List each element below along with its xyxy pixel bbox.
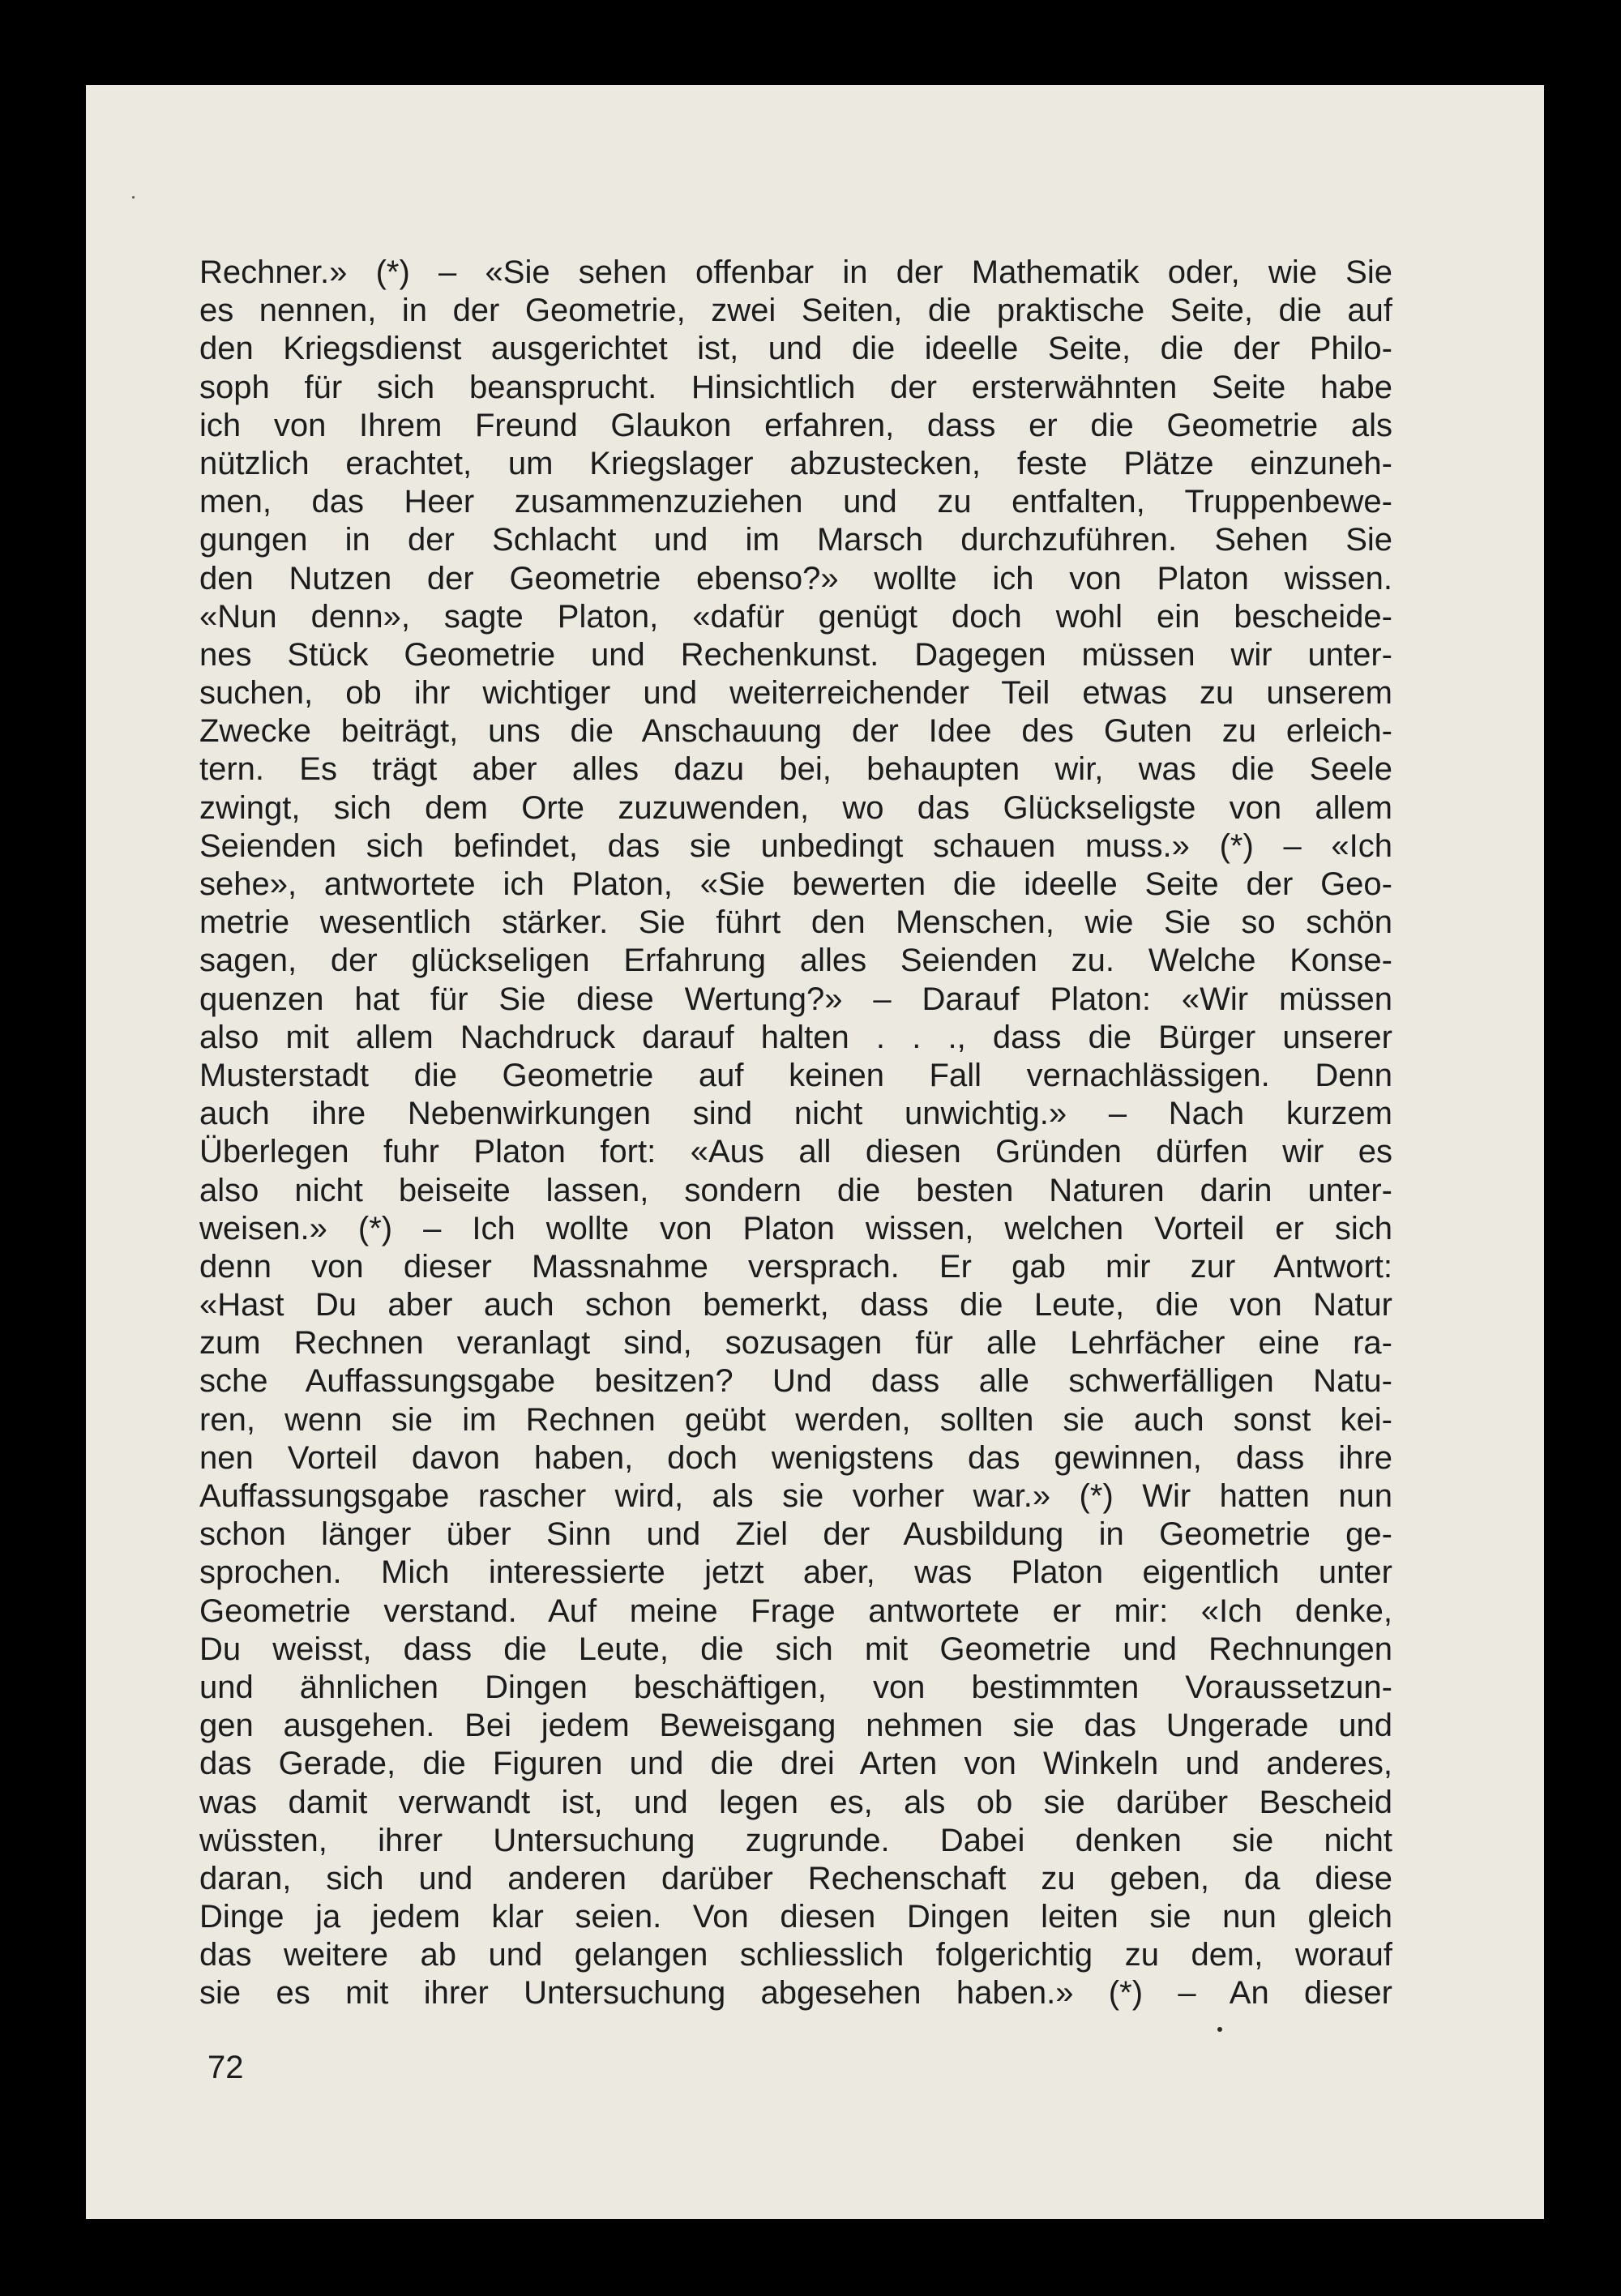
dust-speck xyxy=(1217,2027,1222,2032)
text-line: nen Vorteil davon haben, doch wenigstens das gewinnen, dass ihre xyxy=(199,1439,1392,1476)
text-line: auch ihre Nebenwirkungen sind nicht unwichtig.» – Nach kurzem xyxy=(199,1096,1392,1132)
text-line: gungen in der Schlacht und im Marsch durchzuführen. Sehen Sie xyxy=(199,522,1392,558)
body-text xyxy=(199,254,1392,2013)
text-line: nützlich erachtet, um Kriegslager abzustecken, feste Plätze einzuneh- xyxy=(199,445,1392,481)
text-line: sie es mit ihrer Untersuchung abgesehen haben.» (*) – An dieser xyxy=(199,1975,1392,2012)
text-line: zwingt, sich dem Orte zuzuwenden, wo das Glückseligste von allem xyxy=(199,789,1392,826)
text-line: sehe», antwortete ich Platon, «Sie bewerten die ideelle Seite der Geo- xyxy=(199,866,1392,902)
text-line: «Hast Du aber auch schon bemerkt, dass die Leute, die von Natur xyxy=(199,1287,1392,1323)
text-line: wüssten, ihrer Untersuchung zugrunde. Dabei denken sie nicht xyxy=(199,1822,1392,1858)
text-line: ren, wenn sie im Rechnen geübt werden, sollten sie auch sonst kei- xyxy=(199,1401,1392,1438)
text-line: Überlegen fuhr Platon fort: «Aus all diesen Gründen dürfen wir es xyxy=(199,1134,1392,1170)
text-line: metrie wesentlich stärker. Sie führt den Menschen, wie Sie so schön xyxy=(199,904,1392,941)
text-line: denn von dieser Massnahme versprach. Er gab mir zur Antwort: xyxy=(199,1248,1392,1285)
text-line: ich von Ihrem Freund Glaukon erfahren, dass er die Geometrie als xyxy=(199,407,1392,443)
text-line: zum Rechnen veranlagt sind, sozusagen für alle Lehrfächer eine ra- xyxy=(199,1325,1392,1362)
page-number: 72 xyxy=(207,2050,244,2085)
text-line: suchen, ob ihr wichtiger und weiterreichender Teil etwas zu unserem xyxy=(199,675,1392,712)
text-line: Dinge ja jedem klar seien. Von diesen Dingen leiten sie nun gleich xyxy=(199,1899,1392,1935)
text-line: Rechner.» (*) – «Sie sehen offenbar in der Mathematik oder, wie Sie xyxy=(199,254,1392,290)
text-line: nes Stück Geometrie und Rechenkunst. Dagegen müssen wir unter- xyxy=(199,636,1392,673)
text-line: schon länger über Sinn und Ziel der Ausbildung in Geometrie ge- xyxy=(199,1516,1392,1553)
text-line: also nicht beiseite lassen, sondern die besten Naturen darin unter- xyxy=(199,1172,1392,1208)
text-line: das Gerade, die Figuren und die drei Arten von Winkeln und anderes, xyxy=(199,1746,1392,1782)
text-line: das weitere ab und gelangen schliesslich folgerichtig zu dem, worauf xyxy=(199,1937,1392,1973)
book-page xyxy=(86,85,1544,2219)
text-line: sche Auffassungsgabe besitzen? Und dass alle schwerfälligen Natu- xyxy=(199,1363,1392,1400)
text-line: «Nun denn», sagte Platon, «dafür genügt doch wohl ein bescheide- xyxy=(199,598,1392,635)
text-line: und ähnlichen Dingen beschäftigen, von bestimmten Voraussetzun- xyxy=(199,1669,1392,1705)
text-line: soph für sich beansprucht. Hinsichtlich der ersterwähnten Seite habe xyxy=(199,369,1392,405)
text-line: sprochen. Mich interessierte jetzt aber, was Platon eigentlich unter xyxy=(199,1554,1392,1591)
text-line: was damit verwandt ist, und legen es, als ob sie darüber Bescheid xyxy=(199,1784,1392,1820)
text-line: quenzen hat für Sie diese Wertung?» – Darauf Platon: «Wir müssen xyxy=(199,981,1392,1017)
text-line: sagen, der glückseligen Erfahrung alles Seienden zu. Welche Konse- xyxy=(199,943,1392,979)
dust-speck xyxy=(132,196,135,199)
text-line: Musterstadt die Geometrie auf keinen Fall vernachlässigen. Denn xyxy=(199,1057,1392,1093)
text-line: also mit allem Nachdruck darauf halten . . ., dass die Bürger unserer xyxy=(199,1019,1392,1055)
text-line: weisen.» (*) – Ich wollte von Platon wissen, welchen Vorteil er sich xyxy=(199,1210,1392,1246)
text-line: Seienden sich befindet, das sie unbedingt schauen muss.» (*) – «Ich xyxy=(199,827,1392,864)
text-line: den Nutzen der Geometrie ebenso?» wollte ich von Platon wissen. xyxy=(199,560,1392,596)
text-line: tern. Es trägt aber alles dazu bei, behaupten wir, was die Seele xyxy=(199,751,1392,788)
text-line: Zwecke beiträgt, uns die Anschauung der Idee des Guten zu erleich- xyxy=(199,713,1392,750)
text-line: den Kriegsdienst ausgerichtet ist, und die ideelle Seite, die der Philo- xyxy=(199,331,1392,367)
text-line: es nennen, in der Geometrie, zwei Seiten, die praktische Seite, die auf xyxy=(199,293,1392,329)
text-line: Auffassungsgabe rascher wird, als sie vorher war.» (*) Wir hatten nun xyxy=(199,1478,1392,1514)
text-line: gen ausgehen. Bei jedem Beweisgang nehmen sie das Ungerade und xyxy=(199,1708,1392,1744)
text-line: Du weisst, dass die Leute, die sich mit Geometrie und Rechnungen xyxy=(199,1631,1392,1667)
text-line: men, das Heer zusammenzuziehen und zu entfalten, Truppenbewe- xyxy=(199,484,1392,520)
text-line: Geometrie verstand. Auf meine Frage antwortete er mir: «Ich denke, xyxy=(199,1593,1392,1629)
text-line: daran, sich und anderen darüber Rechenschaft zu geben, da diese xyxy=(199,1860,1392,1896)
